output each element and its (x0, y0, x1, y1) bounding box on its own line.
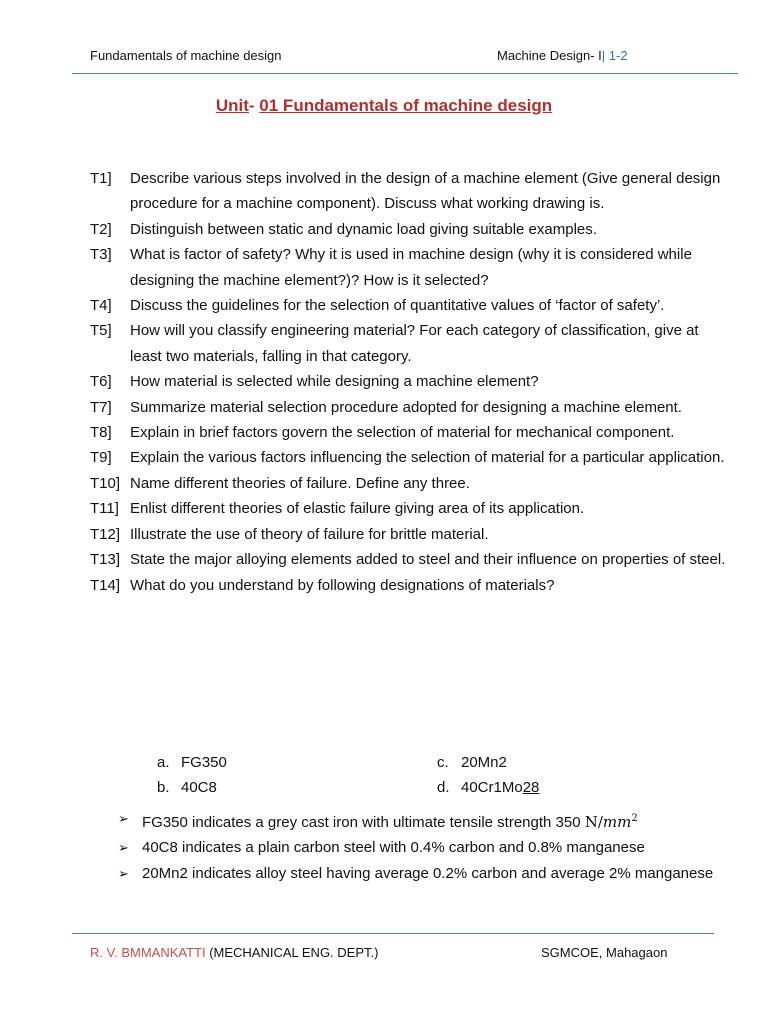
question-item (90, 573, 730, 598)
question-number: T7] (90, 398, 112, 416)
option-label: b. (157, 779, 170, 797)
question-item (90, 318, 730, 369)
bullet-text: 20Mn2 indicates alloy steel having average 0.2% carbon and average 2% manganese (142, 864, 714, 882)
question-item (90, 496, 730, 521)
title-unit: Unit (215, 96, 249, 115)
question-text: Discuss the guidelines for the selection of quantitative values of ‘factor of safety’. (130, 297, 665, 315)
unit-mm: mm (602, 813, 632, 831)
unit-exponent: 2 (631, 813, 638, 824)
title-dash: - (248, 96, 260, 115)
bullet-text-main: FG350 indicates a grey cast iron with ultimate tensile strength 350 (142, 814, 581, 831)
question-number: T3] (90, 246, 112, 264)
question-item (90, 420, 730, 445)
footer-left (90, 945, 378, 960)
option-value: 20Mn2 (461, 754, 507, 771)
question-item (90, 293, 730, 318)
option-row (157, 750, 717, 775)
option-label: c. (437, 754, 449, 771)
question-item (90, 242, 730, 293)
option-label: d. (437, 779, 450, 797)
page-number: 1-2 (608, 48, 628, 63)
arrow-bullet-icon: ➢ (118, 811, 129, 826)
question-text: How material is selected while designing a machine element? (130, 373, 539, 391)
question-text: Distinguish between static and dynamic load giving suitable examples. (130, 220, 597, 238)
option-value: 40C8 (181, 779, 217, 797)
question-text: Illustrate the use of theory of failure for brittle material. (130, 525, 489, 543)
question-number: T2] (90, 220, 112, 238)
bullet-item (118, 806, 718, 835)
question-text: Summarize material selection procedure adopted for designing a machine element. (130, 398, 682, 416)
option-value-prefix: 40Cr1Mo (461, 779, 523, 797)
option-a (157, 750, 437, 775)
option-d (437, 775, 717, 800)
bullet-text (142, 806, 718, 835)
question-item (90, 217, 730, 242)
question-text: Describe various steps involved in the design of a machine element (Give general design procedure for a machine component). Discuss what working drawing is. (130, 170, 721, 213)
header-rule (72, 73, 738, 74)
author-dept: (MECHANICAL ENG. DEPT.) (205, 945, 379, 960)
question-text: Enlist different theories of elastic failure giving area of its application. (130, 500, 585, 518)
header-right (497, 48, 628, 63)
question-item (90, 445, 730, 470)
question-item (90, 522, 730, 547)
page-title (0, 96, 768, 116)
question-item (90, 395, 730, 420)
option-row (157, 775, 717, 800)
question-list (90, 166, 730, 598)
question-number: T9] (90, 449, 112, 467)
question-number: T10] (90, 474, 121, 492)
question-text: Name different theories of failure. Define any three. (130, 474, 470, 492)
option-b (157, 775, 437, 800)
question-number: T12] (90, 525, 121, 543)
bullet-item (118, 835, 718, 860)
question-item (90, 547, 730, 572)
option-c (437, 750, 717, 775)
question-text: How will you classify engineering material? For each category of classification, give at least two materials, falling in that category. (130, 322, 699, 365)
author-name: R. V. BMMANKATTI (90, 945, 206, 960)
question-text: What do you understand by following designations of materials? (130, 576, 555, 594)
title-text: 01 Fundamentals of machine design (259, 96, 553, 115)
option-label: a. (157, 754, 170, 771)
arrow-bullet-icon: ➢ (118, 840, 129, 856)
answer-bullets (118, 806, 718, 886)
option-value: FG350 (181, 754, 227, 771)
question-number: T5] (90, 322, 112, 340)
question-text: What is factor of safety? Why it is used in machine design (why it is considered while designing the machine element?)? How is it selected? (130, 246, 692, 289)
arrow-bullet-icon: ➢ (118, 865, 129, 881)
option-value (461, 775, 539, 800)
option-value-underlined: 28 (522, 779, 540, 797)
footer-rule (72, 933, 714, 934)
question-number: T8] (90, 424, 112, 442)
question-item (90, 166, 730, 217)
header-left: Fundamentals of machine design (90, 48, 282, 63)
question-number: T14] (90, 576, 121, 594)
question-text: Explain in brief factors govern the selection of material for mechanical component. (130, 424, 675, 442)
question-number: T4] (90, 297, 112, 315)
unit-n: N/ (584, 813, 603, 831)
unit-formula (585, 813, 638, 831)
footer-right: SGMCOE, Mahagaon (541, 945, 668, 960)
question-item (90, 471, 730, 496)
question-text: Explain the various factors influencing the selection of material for a particular application. (130, 449, 725, 467)
question-number: T6] (90, 373, 112, 391)
designation-options (157, 750, 717, 801)
question-text: State the major alloying elements added to steel and their influence on properties of steel. (130, 551, 726, 569)
question-number: T11] (90, 500, 119, 518)
question-item (90, 369, 730, 394)
header-course: Machine Design- I (497, 48, 602, 63)
header-separator: | (601, 48, 606, 63)
bullet-text: 40C8 indicates a plain carbon steel with 0.4% carbon and 0.8% manganese (142, 839, 645, 857)
question-number: T13] (90, 551, 121, 569)
bullet-item (118, 861, 718, 886)
question-number: T1] (90, 170, 112, 187)
